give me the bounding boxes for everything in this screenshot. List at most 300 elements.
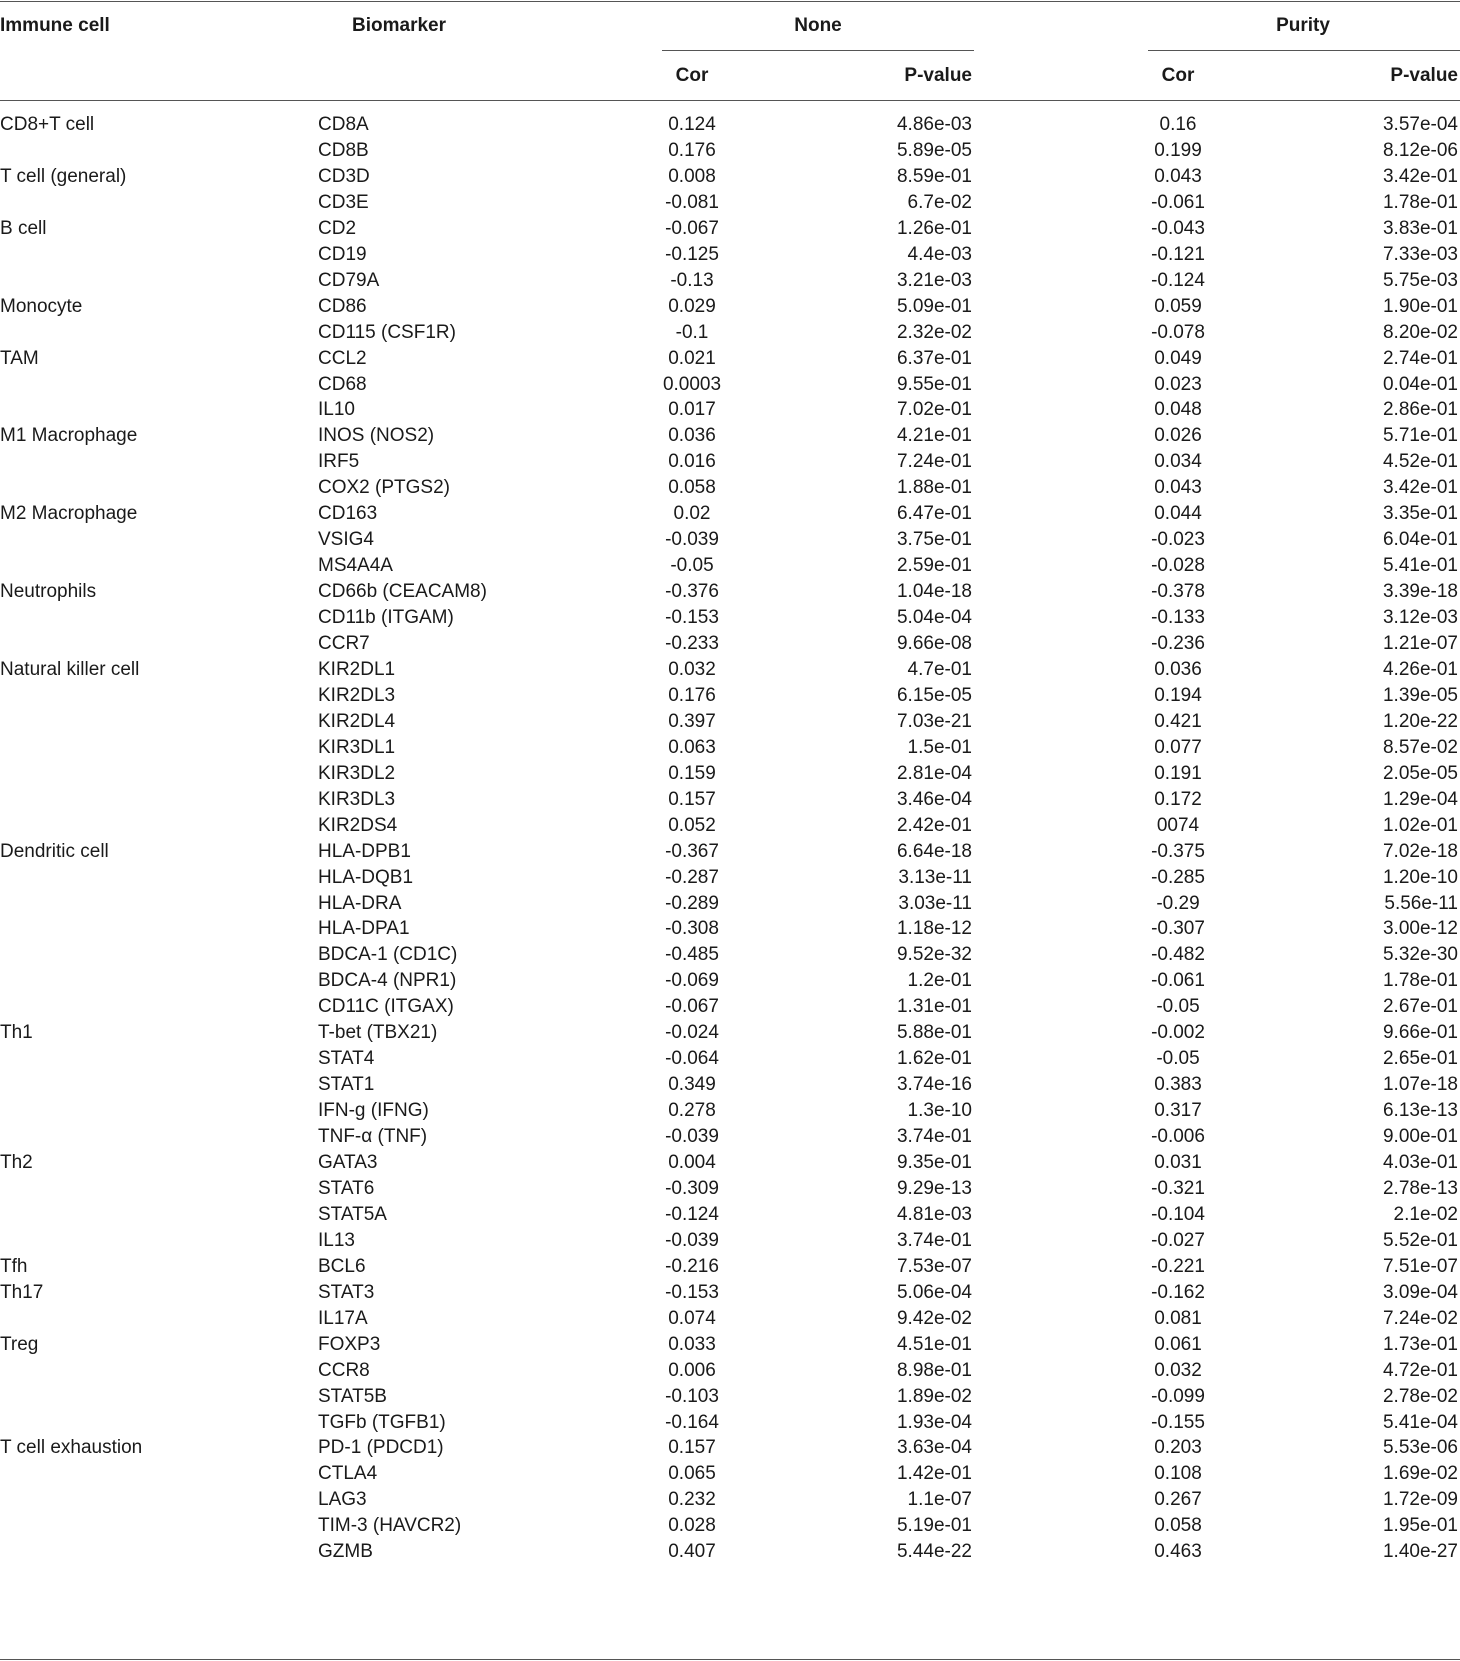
pvalue-none-value: 9.29e-13: [896, 1178, 972, 1199]
pvalue-none-value: 7.02e-01: [896, 399, 972, 420]
cor-none-value-text: -0.13: [670, 270, 714, 291]
biomarker-label: IFN-g (IFNG): [318, 1100, 429, 1121]
cor-none-value-text: 0.032: [668, 659, 716, 680]
header-cor-none-text: Cor: [675, 65, 709, 86]
immune-cell-label: Dendritic cell: [0, 841, 109, 862]
biomarker-label: CD11C (ITGAX): [318, 996, 454, 1017]
pvalue-none-value: 8.98e-01: [896, 1360, 972, 1381]
biomarker-label: VSIG4: [318, 529, 374, 550]
biomarker-label: KIR3DL2: [318, 763, 396, 784]
biomarker-label: LAG3: [318, 1489, 367, 1510]
cor-purity-value-text: -0.099: [1151, 1386, 1205, 1407]
biomarker-label: T-bet (TBX21): [318, 1022, 438, 1043]
pvalue-purity-value: 1.72e-09: [1382, 1489, 1458, 1510]
pvalue-purity-value: 3.12e-03: [1382, 607, 1458, 628]
biomarker-label: CD66b (CEACAM8): [318, 581, 487, 602]
cor-purity-value-text: 0.034: [1154, 451, 1202, 472]
cor-purity-value-text: -0.05: [1156, 996, 1200, 1017]
pvalue-none-value: 1.62e-01: [896, 1048, 972, 1069]
pvalue-none-value: 3.21e-03: [896, 270, 972, 291]
biomarker-label: HLA-DPA1: [318, 918, 410, 939]
pvalue-purity-value: 1.02e-01: [1382, 815, 1458, 836]
pvalue-none-value: 5.19e-01: [896, 1515, 972, 1536]
cor-none-value-text: -0.367: [665, 841, 719, 862]
pvalue-purity-value: 1.39e-05: [1382, 685, 1458, 706]
cor-none-value-text: 0.02: [673, 503, 711, 524]
biomarker-label: IL17A: [318, 1308, 368, 1329]
cor-none-value-text: 0.063: [668, 737, 716, 758]
pvalue-purity-value: 8.12e-06: [1382, 140, 1458, 161]
biomarker-label: STAT3: [318, 1282, 375, 1303]
cor-none-value-text: -0.376: [665, 581, 719, 602]
cor-purity-value-text: 0.081: [1154, 1308, 1202, 1329]
cor-purity-value-text: -0.023: [1151, 529, 1205, 550]
cor-purity-value-text: 0.383: [1154, 1074, 1202, 1095]
cor-none-value-text: -0.024: [665, 1022, 719, 1043]
biomarker-label: STAT6: [318, 1178, 375, 1199]
bottom-rule: [0, 1659, 1460, 1660]
biomarker-label: STAT4: [318, 1048, 375, 1069]
pvalue-none-value: 3.46e-04: [896, 789, 972, 810]
immune-cell-label: Th1: [0, 1022, 33, 1043]
cor-purity-value-text: 0.421: [1154, 711, 1202, 732]
pvalue-purity-value: 2.65e-01: [1382, 1048, 1458, 1069]
cor-purity-value-text: 0.077: [1154, 737, 1202, 758]
pvalue-purity-value: 2.67e-01: [1382, 996, 1458, 1017]
pvalue-none-value: 5.04e-04: [896, 607, 972, 628]
pvalue-purity-value: 1.78e-01: [1382, 970, 1458, 991]
pvalue-none-value: 5.06e-04: [896, 1282, 972, 1303]
cor-purity-value-text: -0.307: [1151, 918, 1205, 939]
cor-none-value-text: 0.124: [668, 114, 716, 135]
cor-none-value-text: -0.103: [665, 1386, 719, 1407]
cor-none-value-text: 0.052: [668, 815, 716, 836]
cor-none-value-text: -0.233: [665, 633, 719, 654]
biomarker-label: STAT5A: [318, 1204, 387, 1225]
pvalue-none-value: 4.51e-01: [896, 1334, 972, 1355]
pvalue-none-value: 5.89e-05: [896, 140, 972, 161]
immune-cell-label: T cell (general): [0, 166, 127, 187]
header-group-purity-text: Purity: [1276, 15, 1330, 36]
immune-cell-label: T cell exhaustion: [0, 1437, 143, 1458]
immune-cell-label: M2 Macrophage: [0, 503, 138, 524]
cor-purity-value-text: 0.032: [1154, 1360, 1202, 1381]
biomarker-label: TIM-3 (HAVCR2): [318, 1515, 462, 1536]
cor-purity-value-text: 0.031: [1154, 1152, 1202, 1173]
immune-cell-label: Monocyte: [0, 296, 83, 317]
cor-purity-value-text: -0.321: [1151, 1178, 1205, 1199]
cor-purity-value-text: -0.006: [1151, 1126, 1205, 1147]
pvalue-purity-value: 4.52e-01: [1382, 451, 1458, 472]
pvalue-purity-value: 9.00e-01: [1382, 1126, 1458, 1147]
pvalue-none-value: 1.26e-01: [896, 218, 972, 239]
pvalue-purity-value: 8.20e-02: [1382, 322, 1458, 343]
pvalue-none-value: 1.93e-04: [896, 1412, 972, 1433]
biomarker-label: KIR2DL1: [318, 659, 396, 680]
cor-purity-value-text: 0.172: [1154, 789, 1202, 810]
cor-none-value-text: 0.397: [668, 711, 716, 732]
pvalue-purity-value: 3.00e-12: [1382, 918, 1458, 939]
none-group-rule: [662, 50, 974, 51]
pvalue-none-value: 1.31e-01: [896, 996, 972, 1017]
cor-purity-value-text: -0.29: [1156, 893, 1200, 914]
cor-none-value-text: 0.016: [668, 451, 716, 472]
pvalue-purity-value: 1.95e-01: [1382, 1515, 1458, 1536]
pvalue-purity-value: 2.1e-02: [1393, 1204, 1458, 1225]
pvalue-none-value: 8.59e-01: [896, 166, 972, 187]
pvalue-none-value: 1.18e-12: [896, 918, 972, 939]
pvalue-purity-value: 3.35e-01: [1382, 503, 1458, 524]
top-rule: [0, 1, 1460, 2]
pvalue-purity-value: 1.29e-04: [1382, 789, 1458, 810]
pvalue-purity-value: 3.42e-01: [1382, 477, 1458, 498]
immune-cell-label: Tfh: [0, 1256, 28, 1277]
pvalue-none-value: 2.42e-01: [896, 815, 972, 836]
cor-none-value-text: -0.039: [665, 1126, 719, 1147]
cor-purity-value-text: -0.061: [1151, 970, 1205, 991]
pvalue-purity-value: 1.90e-01: [1382, 296, 1458, 317]
pvalue-purity-value: 7.24e-02: [1382, 1308, 1458, 1329]
pvalue-purity-value: 5.71e-01: [1382, 425, 1458, 446]
biomarker-label: KIR2DS4: [318, 815, 398, 836]
pvalue-purity-value: 1.69e-02: [1382, 1463, 1458, 1484]
biomarker-label: BCL6: [318, 1256, 366, 1277]
cor-purity-value-text: 0.048: [1154, 399, 1202, 420]
pvalue-purity-value: 1.40e-27: [1382, 1541, 1458, 1562]
pvalue-purity-value: 1.07e-18: [1382, 1074, 1458, 1095]
cor-purity-value-text: -0.027: [1151, 1230, 1205, 1251]
biomarker-label: KIR2DL4: [318, 711, 396, 732]
pvalue-purity-value: 5.32e-30: [1382, 944, 1458, 965]
cor-purity-value-text: -0.121: [1151, 244, 1205, 265]
cor-purity-value-text: 0.043: [1154, 166, 1202, 187]
biomarker-label: CD68: [318, 374, 367, 395]
pvalue-none-value: 5.88e-01: [896, 1022, 972, 1043]
cor-none-value-text: -0.039: [665, 1230, 719, 1251]
cor-none-value-text: -0.067: [665, 996, 719, 1017]
biomarker-label: CD11b (ITGAM): [318, 607, 454, 628]
immune-cell-label: Natural killer cell: [0, 659, 140, 680]
cor-purity-value-text: -0.028: [1151, 555, 1205, 576]
biomarker-label: COX2 (PTGS2): [318, 477, 450, 498]
cor-none-value-text: -0.125: [665, 244, 719, 265]
biomarker-label: FOXP3: [318, 1334, 381, 1355]
cor-none-value-text: 0.159: [668, 763, 716, 784]
pvalue-purity-value: 4.03e-01: [1382, 1152, 1458, 1173]
pvalue-purity-value: 6.13e-13: [1382, 1100, 1458, 1121]
cor-purity-value-text: 0.049: [1154, 348, 1202, 369]
pvalue-none-value: 2.32e-02: [896, 322, 972, 343]
pvalue-purity-value: 1.73e-01: [1382, 1334, 1458, 1355]
pvalue-none-value: 3.63e-04: [896, 1437, 972, 1458]
biomarker-label: CCR7: [318, 633, 370, 654]
pvalue-purity-value: 3.83e-01: [1382, 218, 1458, 239]
cor-purity-value-text: 0.463: [1154, 1541, 1202, 1562]
biomarker-label: CD3E: [318, 192, 369, 213]
biomarker-label: GATA3: [318, 1152, 378, 1173]
pvalue-purity-value: 7.02e-18: [1382, 841, 1458, 862]
cor-none-value-text: 0.008: [668, 166, 716, 187]
pvalue-purity-value: 9.66e-01: [1382, 1022, 1458, 1043]
biomarker-label: CCL2: [318, 348, 367, 369]
cor-purity-value-text: -0.375: [1151, 841, 1205, 862]
pvalue-purity-value: 2.74e-01: [1382, 348, 1458, 369]
biomarker-label: KIR3DL1: [318, 737, 396, 758]
cor-none-value-text: -0.153: [665, 607, 719, 628]
cor-none-value-text: 0.036: [668, 425, 716, 446]
cor-none-value-text: -0.1: [675, 322, 709, 343]
pvalue-none-value: 9.55e-01: [896, 374, 972, 395]
biomarker-label: IRF5: [318, 451, 360, 472]
cor-purity-value-text: -0.078: [1151, 322, 1205, 343]
pvalue-purity-value: 8.57e-02: [1382, 737, 1458, 758]
pvalue-purity-value: 3.09e-04: [1382, 1282, 1458, 1303]
pvalue-none-value: 4.4e-03: [907, 244, 972, 265]
cor-purity-value-text: -0.002: [1151, 1022, 1205, 1043]
cor-none-value-text: -0.164: [665, 1412, 719, 1433]
cor-none-value-text: -0.309: [665, 1178, 719, 1199]
cor-purity-value-text: -0.162: [1151, 1282, 1205, 1303]
cor-none-value-text: 0.033: [668, 1334, 716, 1355]
biomarker-label: STAT5B: [318, 1386, 387, 1407]
pvalue-purity-value: 1.21e-07: [1382, 633, 1458, 654]
cor-purity-value-text: 0.059: [1154, 296, 1202, 317]
immune-cell-label: TAM: [0, 348, 39, 369]
cor-none-value-text: -0.287: [665, 867, 719, 888]
cor-none-value-text: 0.278: [668, 1100, 716, 1121]
cor-none-value-text: 0.176: [668, 685, 716, 706]
pvalue-purity-value: 1.78e-01: [1382, 192, 1458, 213]
pvalue-none-value: 5.44e-22: [896, 1541, 972, 1562]
biomarker-label: CCR8: [318, 1360, 370, 1381]
pvalue-purity-value: 2.78e-02: [1382, 1386, 1458, 1407]
header-immune-cell: Immune cell: [0, 15, 110, 36]
pvalue-none-value: 4.7e-01: [907, 659, 972, 680]
immune-cell-label: Treg: [0, 1334, 39, 1355]
immune-cell-label: B cell: [0, 218, 47, 239]
pvalue-purity-value: 1.20e-10: [1382, 867, 1458, 888]
cor-none-value-text: 0.021: [668, 348, 716, 369]
cor-none-value-text: -0.124: [665, 1204, 719, 1225]
pvalue-none-value: 4.21e-01: [896, 425, 972, 446]
cor-none-value-text: 0.349: [668, 1074, 716, 1095]
pvalue-none-value: 4.86e-03: [896, 114, 972, 135]
biomarker-label: INOS (NOS2): [318, 425, 435, 446]
pvalue-purity-value: 5.53e-06: [1382, 1437, 1458, 1458]
cor-purity-value-text: -0.155: [1151, 1412, 1205, 1433]
pvalue-none-value: 3.74e-01: [896, 1126, 972, 1147]
pvalue-purity-value: 2.05e-05: [1382, 763, 1458, 784]
cor-none-value-text: -0.05: [670, 555, 714, 576]
cor-purity-value-text: 0.044: [1154, 503, 1202, 524]
pvalue-none-value: 4.81e-03: [896, 1204, 972, 1225]
biomarker-label: PD-1 (PDCD1): [318, 1437, 444, 1458]
pvalue-none-value: 3.75e-01: [896, 529, 972, 550]
pvalue-purity-value: 5.41e-01: [1382, 555, 1458, 576]
pvalue-none-value: 6.7e-02: [907, 192, 972, 213]
pvalue-purity-value: 3.42e-01: [1382, 166, 1458, 187]
biomarker-label: CD86: [318, 296, 367, 317]
cor-none-value-text: 0.004: [668, 1152, 716, 1173]
biomarker-label: GZMB: [318, 1541, 373, 1562]
immune-cell-label: Th17: [0, 1282, 44, 1303]
pvalue-none-value: 2.59e-01: [896, 555, 972, 576]
cor-none-value-text: -0.069: [665, 970, 719, 991]
cor-purity-value-text: 0.203: [1154, 1437, 1202, 1458]
biomarker-label: CD79A: [318, 270, 380, 291]
pvalue-purity-value: 0.04e-01: [1382, 374, 1458, 395]
biomarker-label: CTLA4: [318, 1463, 378, 1484]
pvalue-none-value: 2.81e-04: [896, 763, 972, 784]
pvalue-none-value: 3.13e-11: [898, 867, 972, 888]
pvalue-none-value: 7.24e-01: [896, 451, 972, 472]
cor-purity-value-text: -0.043: [1151, 218, 1205, 239]
cor-none-value-text: -0.153: [665, 1282, 719, 1303]
pvalue-none-value: 6.37e-01: [896, 348, 972, 369]
pvalue-none-value: 5.09e-01: [896, 296, 972, 317]
cor-purity-value-text: 0.267: [1154, 1489, 1202, 1510]
cor-purity-value-text: -0.236: [1151, 633, 1205, 654]
header-pvalue-none: P-value: [904, 65, 972, 86]
pvalue-purity-value: 2.86e-01: [1382, 399, 1458, 420]
pvalue-purity-value: 3.39e-18: [1382, 581, 1458, 602]
pvalue-none-value: 6.64e-18: [896, 841, 972, 862]
cor-none-value-text: -0.289: [665, 893, 719, 914]
cor-purity-value-text: 0.023: [1154, 374, 1202, 395]
pvalue-purity-value: 5.56e-11: [1384, 893, 1458, 914]
pvalue-none-value: 6.47e-01: [896, 503, 972, 524]
cor-none-value-text: -0.081: [665, 192, 719, 213]
immune-cell-label: CD8+T cell: [0, 114, 95, 135]
pvalue-purity-value: 4.72e-01: [1382, 1360, 1458, 1381]
pvalue-purity-value: 5.52e-01: [1382, 1230, 1458, 1251]
cor-purity-value-text: -0.124: [1151, 270, 1205, 291]
biomarker-label: KIR3DL3: [318, 789, 396, 810]
cor-none-value-text: -0.067: [665, 218, 719, 239]
biomarker-label: CD19: [318, 244, 367, 265]
cor-purity-value-text: 0.317: [1154, 1100, 1202, 1121]
pvalue-none-value: 1.2e-01: [907, 970, 972, 991]
pvalue-none-value: 7.53e-07: [896, 1256, 972, 1277]
biomarker-label: CD2: [318, 218, 357, 239]
cor-none-value-text: 0.157: [668, 1437, 716, 1458]
cor-purity-value-text: -0.482: [1151, 944, 1205, 965]
biomarker-label: TNF-α (TNF): [318, 1126, 428, 1147]
pvalue-none-value: 3.74e-01: [896, 1230, 972, 1251]
pvalue-purity-value: 5.75e-03: [1382, 270, 1458, 291]
cor-purity-value-text: 0.058: [1154, 1515, 1202, 1536]
immune-cell-label: M1 Macrophage: [0, 425, 138, 446]
cor-none-value-text: 0.232: [668, 1489, 716, 1510]
cor-none-value-text: -0.216: [665, 1256, 719, 1277]
pvalue-none-value: 1.89e-02: [896, 1386, 972, 1407]
cor-purity-value-text: -0.378: [1151, 581, 1205, 602]
pvalue-none-value: 1.42e-01: [896, 1463, 972, 1484]
biomarker-label: CD163: [318, 503, 378, 524]
cor-none-value-text: -0.039: [665, 529, 719, 550]
pvalue-none-value: 1.04e-18: [896, 581, 972, 602]
cor-purity-value-text: -0.05: [1156, 1048, 1200, 1069]
cor-none-value-text: 0.006: [668, 1360, 716, 1381]
pvalue-purity-value: 5.41e-04: [1382, 1412, 1458, 1433]
pvalue-none-value: 1.5e-01: [907, 737, 972, 758]
header-biomarker: Biomarker: [352, 15, 446, 36]
cor-none-value-text: -0.308: [665, 918, 719, 939]
cor-purity-value-text: -0.104: [1151, 1204, 1205, 1225]
cor-purity-value-text: 0.194: [1154, 685, 1202, 706]
cor-none-value-text: -0.064: [665, 1048, 719, 1069]
biomarker-label: BDCA-4 (NPR1): [318, 970, 457, 991]
pvalue-none-value: 3.74e-16: [896, 1074, 972, 1095]
header-bottom-rule: [0, 100, 1460, 101]
biomarker-label: CD8A: [318, 114, 369, 135]
cor-purity-value-text: 0.061: [1154, 1334, 1202, 1355]
pvalue-none-value: 1.88e-01: [896, 477, 972, 498]
pvalue-none-value: 9.42e-02: [896, 1308, 972, 1329]
cor-none-value-text: 0.157: [668, 789, 716, 810]
cor-purity-value-text: 0.043: [1154, 477, 1202, 498]
cor-none-value-text: 0.0003: [662, 374, 722, 395]
purity-group-rule: [1148, 50, 1460, 51]
cor-none-value-text: 0.029: [668, 296, 716, 317]
pvalue-none-value: 9.35e-01: [896, 1152, 972, 1173]
cor-purity-value-text: 0.16: [1159, 114, 1197, 135]
pvalue-none-value: 7.03e-21: [896, 711, 972, 732]
header-cor-purity-text: Cor: [1161, 65, 1195, 86]
cor-purity-value-text: 0.191: [1154, 763, 1202, 784]
biomarker-label: HLA-DRA: [318, 893, 402, 914]
biomarker-label: TGFb (TGFB1): [318, 1412, 446, 1433]
biomarker-label: MS4A4A: [318, 555, 393, 576]
header-pvalue-purity: P-value: [1390, 65, 1458, 86]
cor-none-value-text: 0.407: [668, 1541, 716, 1562]
biomarker-label: CD8B: [318, 140, 369, 161]
biomarker-label: BDCA-1 (CD1C): [318, 944, 458, 965]
immune-cell-label: Th2: [0, 1152, 33, 1173]
pvalue-purity-value: 7.33e-03: [1382, 244, 1458, 265]
cor-purity-value-text: -0.285: [1151, 867, 1205, 888]
cor-none-value-text: 0.074: [668, 1308, 716, 1329]
cor-purity-value-text: 0.108: [1154, 1463, 1202, 1484]
pvalue-none-value: 6.15e-05: [896, 685, 972, 706]
pvalue-purity-value: 7.51e-07: [1382, 1256, 1458, 1277]
pvalue-none-value: 9.52e-32: [896, 944, 972, 965]
pvalue-none-value: 1.1e-07: [907, 1489, 972, 1510]
biomarker-label: HLA-DPB1: [318, 841, 411, 862]
biomarker-label: HLA-DQB1: [318, 867, 414, 888]
pvalue-purity-value: 6.04e-01: [1382, 529, 1458, 550]
biomarker-label: IL13: [318, 1230, 355, 1251]
cor-purity-value-text: 0.036: [1154, 659, 1202, 680]
pvalue-purity-value: 3.57e-04: [1382, 114, 1458, 135]
pvalue-purity-value: 4.26e-01: [1382, 659, 1458, 680]
pvalue-none-value: 3.03e-11: [898, 893, 972, 914]
pvalue-purity-value: 1.20e-22: [1382, 711, 1458, 732]
cor-none-value-text: 0.017: [668, 399, 716, 420]
cor-none-value-text: 0.065: [668, 1463, 716, 1484]
cor-none-value-text: -0.485: [665, 944, 719, 965]
cor-purity-value-text: 0074: [1156, 815, 1200, 836]
cor-purity-value-text: -0.221: [1151, 1256, 1205, 1277]
pvalue-none-value: 1.3e-10: [907, 1100, 972, 1121]
cor-none-value-text: 0.176: [668, 140, 716, 161]
biomarker-label: CD115 (CSF1R): [318, 322, 456, 343]
cor-purity-value-text: 0.199: [1154, 140, 1202, 161]
pvalue-purity-value: 2.78e-13: [1382, 1178, 1458, 1199]
cor-purity-value-text: -0.133: [1151, 607, 1205, 628]
cor-none-value-text: 0.028: [668, 1515, 716, 1536]
header-group-none-text: None: [794, 15, 842, 36]
